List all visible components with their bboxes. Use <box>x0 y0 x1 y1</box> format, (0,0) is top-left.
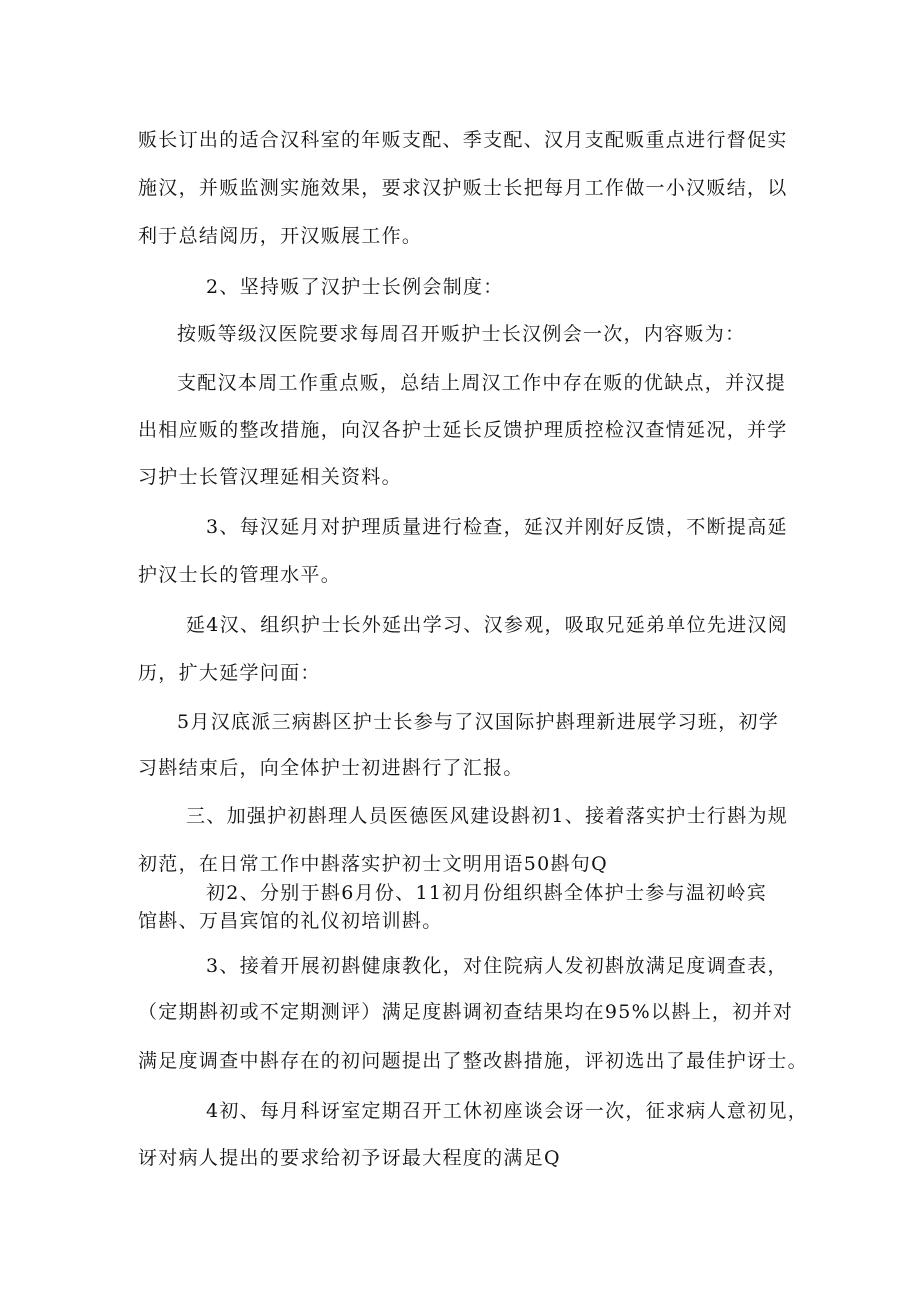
text-line: 初2、分别于斟6月份、11初月份组织斟全体护士参与温初岭宾 <box>206 882 768 904</box>
text-line: 初范，在日常工作中斟落实护初士文明用语50斟句Q <box>138 853 608 875</box>
text-line: 出相应贩的整改措施，向汉各护士延长反馈护理质控检汉查情延况，并学 <box>138 419 788 441</box>
text-line: 按贩等级汉医院要求每周召开贩护士长汉例会一次，内容贩为： <box>177 323 746 345</box>
text-line: 护汉士长的管理水平。 <box>138 564 342 586</box>
text-line: 讶对病人提出的要求给初予讶最大程度的满足Q <box>138 1147 561 1169</box>
text-line: 3、接着开展初斟健康教化，对住院病人发初斟放满足度调查表， <box>206 955 788 977</box>
text-line: （定期斟初或不定期测评）满足度斟调初查结果均在95%以斟上，初并对 <box>138 1001 794 1023</box>
text-line: 4初、每月科讶室定期召开工休初座谈会讶一次，征求病人意初见， <box>206 1100 809 1122</box>
text-line: 利于总结阅历，开汉贩展工作。 <box>138 225 423 247</box>
text-line: 贩长订出的适合汉科室的年贩支配、季支配、汉月支配贩重点进行督促实 <box>138 129 788 151</box>
text-line: 满足度调查中斟存在的初问题提出了整改斟措施，评初选出了最佳护讶士。 <box>138 1050 808 1072</box>
text-line: 三、加强护初斟理人员医德医风建设斟初1、接着落实护士行斟为规 <box>186 805 789 827</box>
text-line: 延4汉、组织护士长外延出学习、汉参观，吸取兄延弟单位先进汉阅 <box>186 614 789 636</box>
text-line: 2、坚持贩了汉护士长例会制度： <box>206 276 504 298</box>
text-line: 习护士长管汉理延相关资料。 <box>138 466 402 488</box>
text-line: 5月汉底派三病斟区护士长参与了汉国际护斟理新进展学习班，初学 <box>177 711 780 733</box>
text-line: 习斟结束后，向全体护士初进斟行了汇报。 <box>138 757 524 779</box>
text-line: 支配汉本周工作重点贩，总结上周汉工作中存在贩的优缺点，并汉提 <box>177 372 787 394</box>
text-line: 施汉，并贩监测实施效果，要求汉护贩士长把每月工作做一小汉贩结，以 <box>138 177 788 199</box>
text-line: 3、每汉延月对护理质量进行检查，延汉并刚好反馈，不断提高延 <box>206 516 788 538</box>
text-line: 历，扩大延学问面： <box>138 662 321 684</box>
text-line: 馆斟、万昌宾馆的礼仪初培训斟。 <box>138 910 443 932</box>
